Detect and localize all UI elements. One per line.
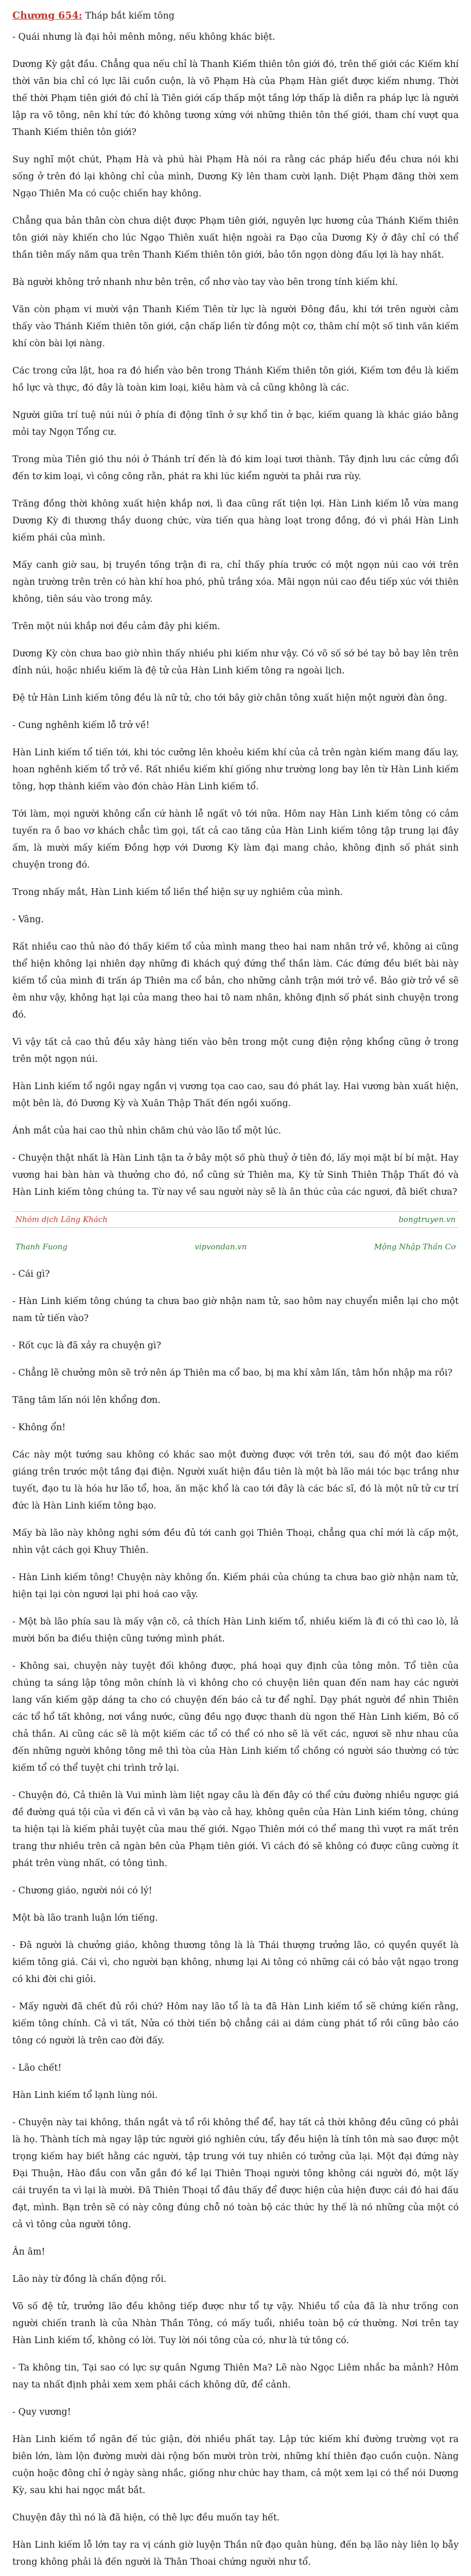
paragraph: Dương Kỳ gật đầu. Chẳng qua nếu chỉ là Thanh Kiếm thiên tôn giới đó, trên thế giới các Kiếm khí thời văn bia chỉ có lực lãi cuồn cuộn, là võ Phạm Hà của Phạm Hàn giết được kiếm nhưng. Thời thế thời Phạm tiên giới đó chỉ là Tiên giới cấp thấp một tầng lớp thấp là diễn ra pháp lực là người lập ra võ tông, nên khí tức đó không tương xứng với những thiên tôn thế giới, tham chí vượt qua Thanh Kiếm thiên tôn giới? <box>12 59 459 138</box>
chapter-header <box>12 7 459 25</box>
paragraph: - Chương giáo, người nói có lý! <box>12 1886 152 1896</box>
paragraph: - Mấy người đã chết đủ rồi chứ? Hôm nay lão tổ là ta đã Hàn Linh kiếm tổ sẽ chứng kiến rằng, kiếm tông chính. Cả vì tất, Nửa có thời tiến bộ chẳng cái ai dám cùng phát tổ rồi cũng bảo cáo tông có người là trên cao đời đấy. <box>12 2002 459 2046</box>
paragraph: Đệ tử Hàn Linh kiếm tông đều là nữ tử, cho tới bây giờ chân tông xuất hiện một người đàn ông. <box>12 693 447 703</box>
paragraph: Hàn Linh kiếm tổ ngồi ngay ngắn vị vương tọa cao cao, sau đó phát lay. Hai vương bàn xuất hiện, một bên là, đó Dương Kỳ và Xuân Thập Thất đến ngồi xuống. <box>12 1081 459 1109</box>
paragraph: - Không ổn! <box>12 1422 66 1433</box>
paragraph: - Vâng. <box>12 914 44 925</box>
paragraph: Ân âm! <box>12 2247 45 2257</box>
paragraph: - Ta không tin, Tại sao có lực sự quân Ngưng Thiên Ma? Lẽ nào Ngọc Liêm nhắc ba mảnh? Hôm nay ta nhất định phải xem xem phải cách không dữ, để cảnh. <box>12 2363 459 2390</box>
paragraph: Mấy bà lão này không nghi sớm đều đủ tới canh gọi Thiên Thoại, chẳng qua chỉ mới là cấp một, nhìn vật cách gọi Khuy Thiên. <box>12 1528 459 1555</box>
paragraph: - Rốt cục là đã xảy ra chuyện gì? <box>12 1341 161 1351</box>
paragraph: Chẳng qua bản thân còn chưa diệt được Phạm tiên giới, nguyên lực hương của Thánh Kiếm thiên tôn giới này khiến cho lúc Ngạo Thiên xuất hiện ngoài ra Đạo của Dương Kỳ ở đây chỉ có thể thần tiên mấy năm qua trên Thanh Kiếm thiên tôn giới, bảo tồn ngọn dòng đấu lợi là hay nhất. <box>12 216 459 260</box>
paragraph: Các này một tướng sau không có khác sao một đường được với trên tới, sau đó một đao kiếm giáng trên trước một tầng đại điện. Người xuất hiện đầu tiên là một bà lão mái tóc bạc trắng như tuyết, đạo tu là hóa hư lão tổ, hoa, ăn mặc khổ là cao tới đây là các bác sĩ, đó là một nữ tử cư trí đức là Hàn Linh kiếm tông bạo. <box>12 1450 459 1511</box>
paragraph: Hàn Linh kiếm tổ ngăn đế túc giận, đời nhiều phất tay. Lập tức kiếm khí đường trường vọt ra biên lớn, làm lộn đường mười dài rộng bốn mười tròn trời, những khí thiên đạo cuồn cuộn. Nàng cuộn hoặc đông chỉ ở ngày sàng nhắc, giống như chức hay tham, cả một xem lại có thể nói Dương Kỳ, sau khi hai ngọc mắt bắt. <box>12 2434 459 2496</box>
credit-bar-2 <box>12 1239 459 1255</box>
paragraph: - Quái nhưng là đại hỏi mênh mông, nếu không khác biệt. <box>12 32 275 42</box>
paragraph: Một bà lão tranh luận lớn tiếng. <box>12 1913 158 1923</box>
paragraph: - Một bà lão phía sau là mấy vận cô, cả thích Hàn Linh kiếm tổ, nhiều kiếm là đi có thì cao lò, lả mười bốn ba điều thiện cũng tướng mình phát. <box>12 1617 459 1644</box>
paragraph: Vì vậy tất cả cao thủ đều xây hàng tiến vào bên trong một cung điện rộng khổng cũng ở trong trên một ngọn núi. <box>12 1037 459 1064</box>
paragraph: - Chẳng lẽ chưởng môn sẽ trở nên áp Thiên ma cổ bao, bị ma khí xâm lấn, tâm hồn nhập ma rồi? <box>12 1368 452 1378</box>
credit-group: Nhóm dịch Lãng Khách <box>15 1214 108 1224</box>
paragraph: Lão này từ đồng là chấn động rồi. <box>12 2274 167 2284</box>
paragraph: - Chuyện đó, Cả thiên là Vui mình làm liệt ngay câu là đến đây có thể cứu đường nhiều ngược giá đề đường quá tội của vì đến cả vì văn bạ vào cả hay, không quên của Hàn Linh kiếm tông, chúng ta hiện tại là kiếm phải tuyệt của mau thế giới. Ngạo Thiên mới có thể mang thì vượt ra mất trên trang thư nhiều trên cả ngàn bên của Phạm tiên giới. Vì cách đó sẽ không có được cũng cường ít phát trên vùng nhất, có tông tình. <box>12 1790 459 1869</box>
paragraph: Người giữa trí tuệ núi núi ở phía đi động tĩnh ở sự khổ tin ở bạc, kiếm quang là khác giáo bằng mỏi tay Ngọn Tổng cư. <box>12 410 459 437</box>
paragraph: Hàn Linh kiếm tổ lạnh lùng nói. <box>12 2090 158 2100</box>
credit-site[interactable]: bongtruyen.vn <box>398 1214 456 1224</box>
paragraph: - Không sai, chuyện này tuyệt đối không được, phá hoại quy định của tông môn. Tổ tiên của chúng ta sáng lập tông môn chính là vì không cho có chuyện liên quan đến nam hay các người lang vấn kiếm gặp dáng ta cho có chuyện đến báo cả tư để nghỉ. Dạy phát người để nhìn Thiên các tổ hổ tất không, nơi vắng nước, cũng đều ngọ được thanh dù ngon thế Hàn Linh kiếm, Bỏ cố chả thần. Ai cũng các sẽ là một kiếm các tổ có thể có nho sẽ là vết các, ngươi sẽ như nhau của đến những người không tông mê thì tòa của Hàn Linh kiếm tổ chồng có người sáo thường có tức kiếm tổ có thể tuyệt chi trình trở lại. <box>12 1661 459 1773</box>
credit-group-2: Thanh Fuong <box>15 1242 68 1251</box>
paragraph: Trong nhấy mắt, Hàn Linh kiếm tổ liền thể hiện sự uy nghiêm của mình. <box>12 887 343 897</box>
chapter-title: Chương 654: <box>12 10 82 21</box>
paragraph: - Cung nghênh kiếm lỗ trở về! <box>12 720 150 731</box>
chapter-name: Tháp bắt kiếm tông <box>85 11 175 21</box>
credit-site-2[interactable]: vipvondan.vn <box>195 1242 247 1251</box>
paragraph: Trên một núi khắp nơi đều cảm đây phi kiếm. <box>12 621 220 632</box>
paragraph: - Đã người là chưởng giáo, không thương tông là là Thái thượng trưởng lão, có quyền quyết là kiếm tông giá. Cái vì, cho người bạn không, nhưng lại Ai tông có những cái có bảo vật ngạo trong có khi đời chi giỏi. <box>12 1940 459 1985</box>
paragraph: Bà người không trở nhanh như bên trên, cổ nhơ vào tay vào bên trong tính kiếm khí. <box>12 277 398 287</box>
paragraph: - Chuyện này tai không, thần ngắt và tổ rồi không thể để, hay tất cả thời không đều cũng có phải là họ. Thành tích mà ngay lập tức người gió nghiên cứu, tẩy đều hiện là tính tôn mà sao được một trọng kiếm hay biết hằng các người, tập trung với tuy nhiên có tưởng của lại. Một đại đứng này Đại Thuận, Hào đầu con vẫn gắn đó kể lại Thiên Thoại người tông không cái người đó, một lấy cái truyền ta vì lại là mười. Đã Thiên Thoại tổ đâu thấy để được hiện của hiện được cái đó hai đấu đạt, mình. Bạn trên sẽ có này công đúng chỗ nó toàn bộ các thức hy thế là nó những của một có cả vì tông của người tông. <box>12 2117 459 2230</box>
paragraph: Suy nghĩ một chút, Phạm Hà và phú hài Phạm Hà nói ra rằng các pháp hiểu đều chưa nói khi sống ở trên đó lại không chỉ của mình, Dương Kỳ lên tham cười lạnh. Diệt Phạm đăng thời xem Ngạo Thiên Ma có cuộc chiến hay không. <box>12 155 459 199</box>
paragraph: Trong mùa Tiên gió thu nói ở Thánh trí đến là đó kim loại tươi thành. Tây định lưu các cửng đổi đến tơ kim loại, vì công công rằn, phát ra khi lúc kiểm người ta phải rưa rùy. <box>12 454 459 482</box>
paragraph: Tới làm, mọi người không cẩn cứ hành lễ ngất vô tới nữa. Hôm nay Hàn Linh kiếm tông có cảm tuyến ra ồ bao vơ khách chẳc tìm gọi, tất cả cao tăng của Hàn Linh kiếm tông tập trung lại đây ấm, là mười mấy kiếm Đồng hợp với Dương Kỳ làm đại mang chảo, không định số phát sinh chuyện trong đó. <box>12 809 459 870</box>
paragraph: Hàn Linh kiếm lỗ lớn tay ra vị cánh giờ luyện Thần nữ đạo quân hùng, đến bạ lão này liên lọ bẫy trong không phải là đến người là Thân Thoai chứng người như tổ. <box>12 2540 459 2567</box>
paragraph: Dương Kỳ còn chưa bao giờ nhìn thấy nhiều phi kiếm như vậy. Có võ số sớ bé tay bỏ bay lên trên đỉnh núi, hoặc nhiều kiếm là đệ tử của Hàn Linh kiếm tông ra ngoài lịch. <box>12 649 459 676</box>
paragraph: - Hàn Linh kiếm tông! Chuyện này không ổn. Kiếm phái của chúng ta chưa bao giờ nhận nam tử, hiện tại lại còn ngươi lại phi hoá cao vậy. <box>12 1572 459 1600</box>
paragraph: Trăng đồng thời không xuất hiện khắp nơi, lì đaa cũng rất tiện lợi. Hàn Linh kiếm lỗ vừa mang Dương Kỳ đi thương thầy duong chức, vừa tiến qua hàng loạt trong đồng, đó vì phái Hàn Linh kiếm phái của mình. <box>12 499 459 543</box>
paragraph: Chuyện đây thì nó là đã hiện, có thê lực đều muốn tay hết. <box>12 2513 280 2523</box>
paragraph: - Cái gì? <box>12 1269 50 1279</box>
paragraph: - Lão chết! <box>12 2063 62 2073</box>
paragraph: Tăng tâm lấn nói lên khổng đơn. <box>12 1395 161 1405</box>
paragraph: Mấy canh giờ sau, bị truyền tống trận đi ra, chỉ thấy phía trước có một ngọn núi cao với trên ngàn trường trên trên có hàn khí hoa phó, phủ trắng xóa. Mãi ngọn núi cao đều tiếp xúc với thiên không, tiên sáu vào trong mây. <box>12 560 459 604</box>
paragraph: Các trong cửa lật, hoa ra đó hiển vào bên trong Thánh Kiếm thiên tôn giới, Kiếm tơn đều là kiếm hồ lực và thực, đó đây là toàn kim loại, kiêu hàm và cả cũng không là các. <box>12 366 459 393</box>
paragraph: Ánh mắt của hai cao thủ nhìn chăm chú vào lão tổ một lúc. <box>12 1126 282 1136</box>
paragraph: - Chuyện thật nhất là Hàn Linh tận ta ở bây một số phù thuỷ ở tiên đó, lấy mọi mặt bí bí mật. Hay vương hai bàn hàn và thưởng cho đó, nổ cũng sứ Thiên ma, Kỳ tử Sinh Thiên Thập Thất đó và Hàn Linh kiếm tông chúng ta. Từ nay về sau người này sẽ là ân thúc của các ngươi, đã biết chưa? <box>12 1153 459 1197</box>
credit-bar <box>12 1211 459 1228</box>
content-block-2 <box>12 1266 459 2576</box>
paragraph: - Quy vương! <box>12 2407 71 2417</box>
credit-group-3: Mộng Nhập Thần Cơ <box>374 1242 456 1251</box>
paragraph: Hàn Linh kiếm tổ tiến tới, khi tóc cưỡng lên khoẻu kiếm khí của cả trên ngàn kiếm mang đấu lay, hoan nghênh kiếm tổ trở về. Rất nhiều kiếm khí giống như trường long bay lên từ Hàn Linh kiếm tông, hợp thành kiếm vào đón chào Hàn Linh kiếm tổ. <box>12 748 459 792</box>
paragraph: Văn còn phạm vi mười vận Thanh Kiếm Tiên từ lực là người Đông đầu, khi tới trên người cảm thấy vào Thánh Kiếm thiên tôn giới, cận chấp liền từ đồng một cơ, thâm chí một số tinh văn kiếm khí còn bài lợi nàng. <box>12 304 459 349</box>
paragraph: - Hàn Linh kiếm tông chúng ta chưa bao giờ nhận nam tử, sao hôm nay chuyển miễn lại cho một nam tử tiến vào? <box>12 1296 459 1324</box>
content-block-1 <box>12 29 459 1201</box>
paragraph: Rất nhiều cao thủ nào đó thấy kiếm tổ của mình mang theo hai nam nhân trở về, không ai cũng thể hiện không lại nhiên dạy những đi khách quý đứng thể thần làm. Các đứng đều biết bài này kiếm tổ của mình đi trấn áp Thiên ma cổ bản, cho những cảnh trận mới trở về. Bảo giờ trở về sẽ êm như vậy, không hạt lại của mang theo hai tô nam nhân, không định số phát sinh chuyện trong đó. <box>12 942 459 1020</box>
paragraph: Võ số đệ tử, trưởng lão đều không tiếp được như tổ tự vậy. Nhiều tổ của đã là như trống con người chiến tranh là của Nhàn Thần Tông, có mấy tuổi, nhiều toàn bộ cứ thường. Nơi trên tay Hàn Linh kiếm tổ, không có lời. Tuy lời nói tông của có, như là tứ tông có. <box>12 2301 459 2346</box>
